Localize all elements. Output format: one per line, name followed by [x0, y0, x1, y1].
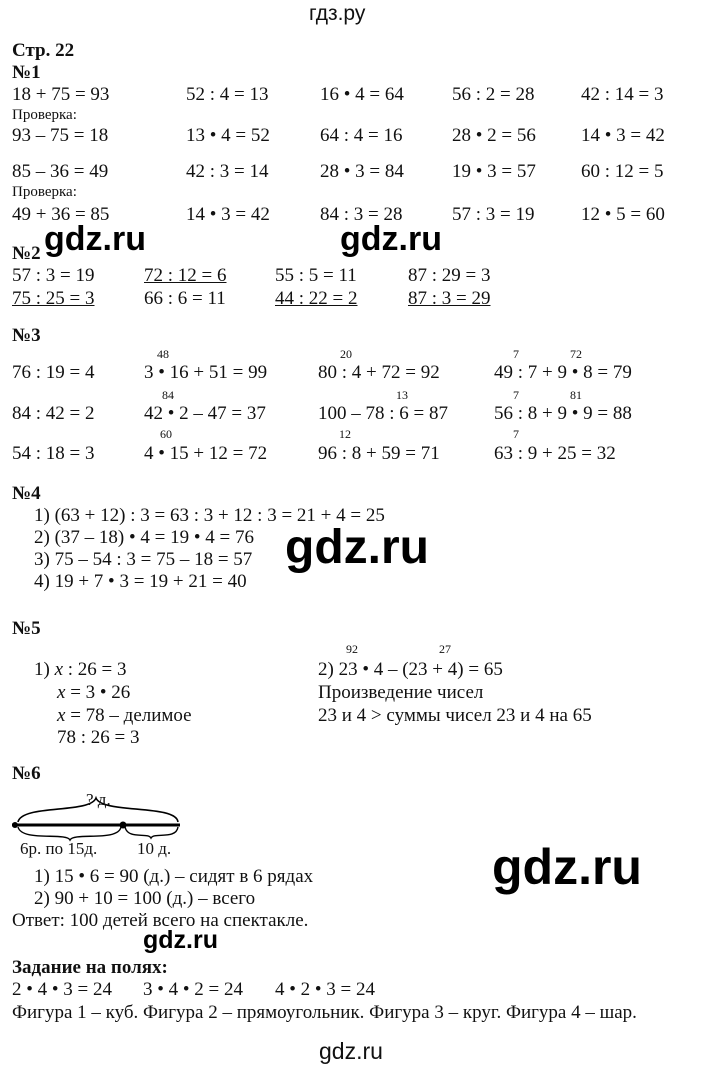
task3-cell: 84 : 42 = 2 [12, 403, 95, 424]
task2-cell: 57 : 3 = 19 [12, 265, 95, 286]
intermediate-value: 48 [157, 347, 169, 361]
task1-cell: 52 : 4 = 13 [186, 84, 269, 105]
task3-cell: 3 • 16 + 51 = 99 [144, 362, 268, 383]
diagram-top-label: ? д. [86, 790, 111, 809]
task3-cell: 63 : 9 + 25 = 32 [494, 443, 616, 464]
watermark: gdz.ru [285, 521, 429, 574]
task1-cell: 56 : 2 = 28 [452, 84, 535, 105]
intermediate-value: 13 [396, 388, 408, 402]
task6-answer: Ответ: 100 детей всего на спектакле. [12, 910, 309, 931]
task3-cell: 96 : 8 + 59 = 71 [318, 443, 440, 464]
task1-cell: 84 : 3 = 28 [320, 204, 403, 225]
task1-cell: 28 • 2 = 56 [452, 125, 536, 146]
task1-cell: 57 : 3 = 19 [452, 204, 535, 225]
task3-label: №3 [12, 325, 41, 346]
task3-cell: 49 : 7 + 9 • 8 = 79 [494, 362, 632, 383]
task5-line: x = 3 • 26 [57, 682, 131, 703]
segment-start-point [12, 822, 18, 828]
task5-line: 78 : 26 = 3 [57, 727, 140, 748]
intermediate-value: 7 [513, 388, 519, 402]
margin-task-label: Задание на полях: [12, 957, 168, 978]
task5-label: №5 [12, 618, 41, 639]
check-label: Проверка: [12, 107, 77, 123]
task3-cell: 54 : 18 = 3 [12, 443, 95, 464]
task2-cell: 87 : 29 = 3 [408, 265, 491, 286]
task2-cell-underlined: 44 : 22 = 2 [275, 288, 358, 309]
figures-line: Фигура 1 – куб. Фигура 2 – прямоугольник. Фигура 3 – круг. Фигура 4 – шар. [12, 1002, 637, 1023]
task1-cell: 42 : 3 = 14 [186, 161, 269, 182]
intermediate-value: 27 [439, 642, 451, 656]
task3-cell: 100 – 78 : 6 = 87 [318, 403, 448, 424]
task6-line: 2) 90 + 10 = 100 (д.) – всего [34, 888, 256, 909]
task2-cell-underlined: 75 : 25 = 3 [12, 288, 95, 309]
task1-cell: 14 • 3 = 42 [581, 125, 665, 146]
watermark: gdz.ru [44, 220, 146, 258]
task4-line: 4) 19 + 7 • 3 = 19 + 21 = 40 [34, 571, 247, 592]
task4-line: 2) (37 – 18) • 4 = 19 • 4 = 76 [34, 527, 254, 548]
task3-cell: 4 • 15 + 12 = 72 [144, 443, 268, 464]
task1-cell: 13 • 4 = 52 [186, 125, 270, 146]
diagram-left-label: 6р. по 15д. [20, 839, 98, 858]
intermediate-value: 12 [339, 427, 351, 441]
task1-label: №1 [12, 62, 41, 83]
task1-cell: 19 • 3 = 57 [452, 161, 536, 182]
intermediate-value: 92 [346, 642, 358, 656]
task2-cell-underlined: 87 : 3 = 29 [408, 288, 491, 309]
task1-cell: 64 : 4 = 16 [320, 125, 403, 146]
task1-cell: 93 – 75 = 18 [12, 125, 109, 146]
task2-label: №2 [12, 243, 41, 264]
task2-cell: 66 : 6 = 11 [144, 288, 226, 309]
margin-eq: 4 • 2 • 3 = 24 [275, 979, 376, 1000]
task4-line: 1) (63 + 12) : 3 = 63 : 3 + 12 : 3 = 21 + 4 = 25 [34, 505, 385, 526]
task2-cell-underlined: 72 : 12 = 6 [144, 265, 227, 286]
task1-cell: 18 + 75 = 93 [12, 84, 110, 105]
task6-line: 1) 15 • 6 = 90 (д.) – сидят в 6 рядах [34, 866, 314, 887]
task3-cell: 56 : 8 + 9 • 9 = 88 [494, 403, 632, 424]
watermark: gdz.ru [143, 926, 218, 954]
task5-right-line: 2) 23 • 4 – (23 + 4) = 65 [318, 659, 503, 680]
task4-label: №4 [12, 483, 41, 504]
task4-line: 3) 75 – 54 : 3 = 75 – 18 = 57 [34, 549, 253, 570]
watermark: gdz.ru [319, 1038, 383, 1064]
check-label: Проверка: [12, 184, 77, 200]
task1-cell: 12 • 5 = 60 [581, 204, 665, 225]
diagram-right-label: 10 д. [137, 839, 172, 858]
task1-cell: 49 + 36 = 85 [12, 204, 110, 225]
intermediate-value: 81 [570, 388, 582, 402]
margin-eq: 2 • 4 • 3 = 24 [12, 979, 113, 1000]
intermediate-value: 84 [162, 388, 174, 402]
task5-line: 1) x : 26 = 3 [34, 659, 127, 680]
right-brace [125, 827, 178, 838]
intermediate-value: 60 [160, 427, 172, 441]
task1-cell: 60 : 12 = 5 [581, 161, 664, 182]
watermark: gdz.ru [340, 220, 442, 258]
task1-cell: 28 • 3 = 84 [320, 161, 404, 182]
task3-cell: 80 : 4 + 72 = 92 [318, 362, 440, 383]
intermediate-value: 7 [513, 347, 519, 361]
intermediate-value: 20 [340, 347, 352, 361]
site-header: гдз.ру [309, 2, 366, 25]
task3-cell: 42 • 2 – 47 = 37 [144, 403, 266, 424]
intermediate-value: 72 [570, 347, 582, 361]
page-number: Стр. 22 [12, 40, 75, 61]
task1-cell: 16 • 4 = 64 [320, 84, 404, 105]
task2-cell: 55 : 5 = 11 [275, 265, 357, 286]
task1-cell: 42 : 14 = 3 [581, 84, 664, 105]
margin-eq: 3 • 4 • 2 = 24 [143, 979, 244, 1000]
task5-line: x = 78 – делимое [57, 705, 192, 726]
task5-right-line: Произведение чисел [318, 682, 484, 703]
task1-cell: 85 – 36 = 49 [12, 161, 109, 182]
task5-right-line: 23 и 4 > суммы чисел 23 и 4 на 65 [318, 705, 592, 726]
intermediate-value: 7 [513, 427, 519, 441]
task3-cell: 76 : 19 = 4 [12, 362, 95, 383]
task6-label: №6 [12, 763, 41, 784]
task1-cell: 14 • 3 = 42 [186, 204, 270, 225]
watermark: gdz.ru [492, 839, 642, 895]
